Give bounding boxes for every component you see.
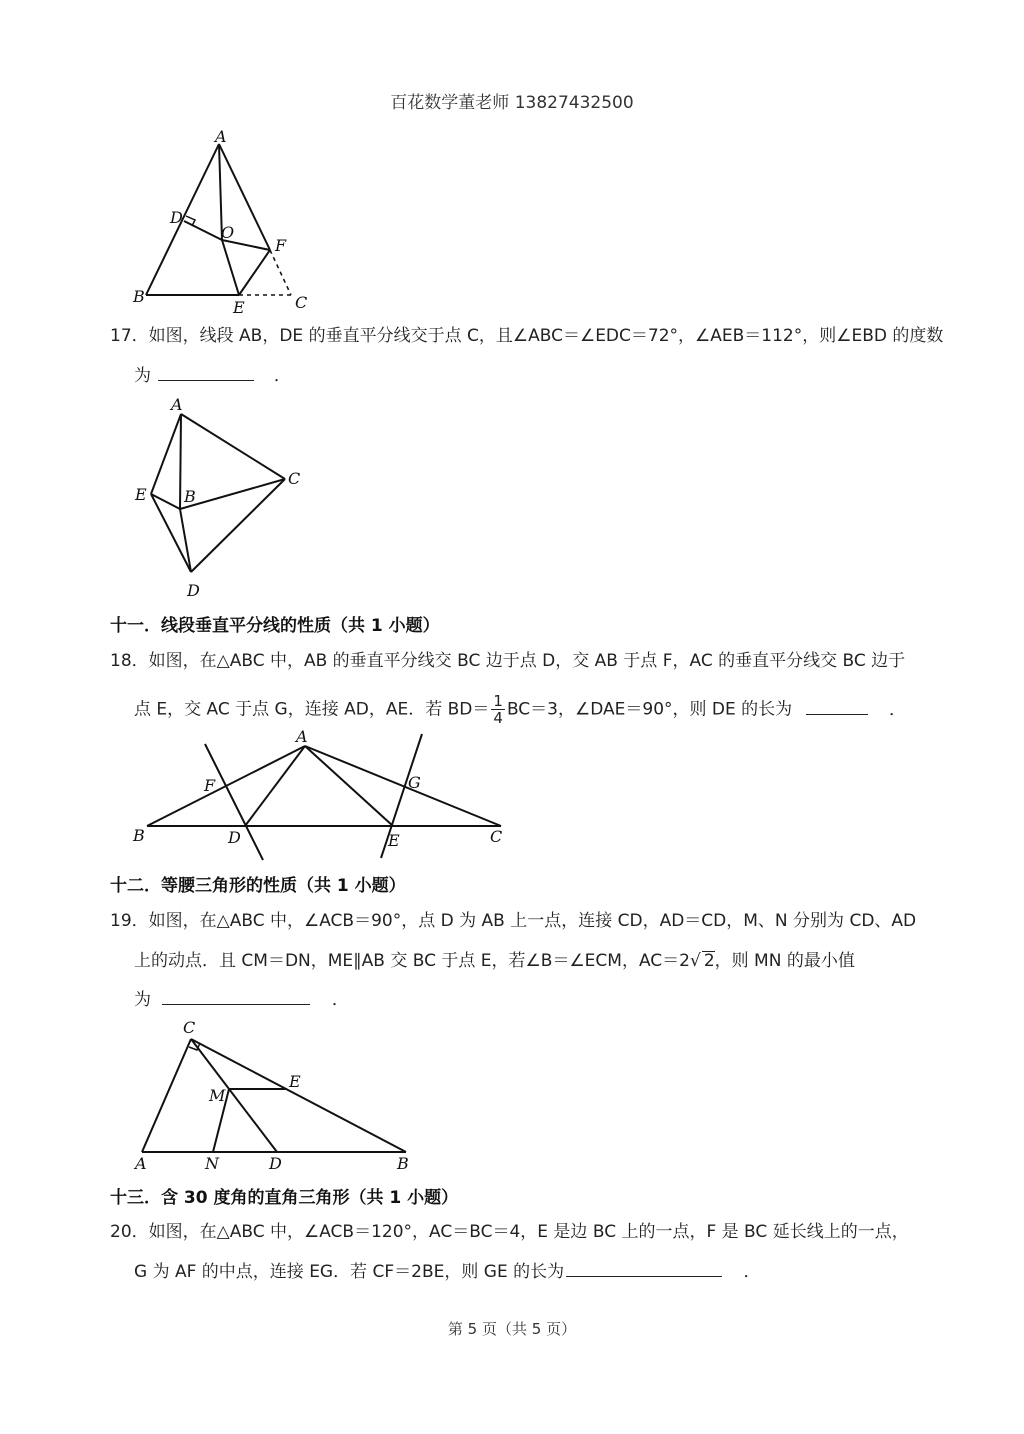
page-header: 百花数学董老师 13827432500 <box>390 93 634 113</box>
label-b: B <box>184 487 196 506</box>
segment-ef <box>239 250 270 295</box>
question-17-line2 <box>134 366 291 386</box>
label-n: N <box>205 1154 219 1173</box>
segment-ac <box>305 746 501 826</box>
label-e: E <box>233 298 245 317</box>
question-20-text-line2: G 为 AF 的中点，连接 EG．若 CF＝2BE，则 GE 的长为 <box>134 1262 565 1282</box>
label-f: F <box>204 776 216 795</box>
segment-ac <box>142 1039 191 1152</box>
label-e: E <box>289 1072 301 1091</box>
question-18-end: ． <box>888 699 906 720</box>
question-19-line2 <box>134 951 855 971</box>
figure-18 <box>125 730 515 865</box>
answer-blank-20[interactable] <box>566 1262 722 1277</box>
label-o: O <box>221 223 235 242</box>
question-19-lead: 为 <box>134 990 151 1010</box>
question-20 <box>110 1222 909 1242</box>
question-20-number: 20． <box>110 1222 149 1242</box>
segment-cd <box>191 1039 277 1152</box>
question-19 <box>110 911 916 931</box>
question-17-lead: 为 <box>134 366 151 386</box>
fraction-numerator: 1 <box>493 692 503 710</box>
answer-blank-17[interactable] <box>158 366 254 381</box>
figure-17 <box>125 392 315 602</box>
segment-ae <box>151 414 181 494</box>
figure-16 <box>125 130 325 320</box>
question-19-text: 如图，在△ABC 中，∠ACB＝90°，点 D 为 AB 上一点，连接 CD，AD＝CD，M、N 分别为 CD、AD <box>148 911 917 931</box>
segment-ae <box>305 746 393 826</box>
label-b: B <box>133 287 145 306</box>
label-a: A <box>171 395 183 414</box>
figure-19 <box>125 1015 425 1177</box>
segment-ad <box>245 746 305 826</box>
question-17-text: 如图，线段 AB，DE 的垂直平分线交于点 C，且∠ABC＝∠EDC＝72°，∠AEB＝112°，则∠EBD 的度数 <box>148 326 944 346</box>
label-a: A <box>296 730 308 746</box>
question-20-line2 <box>134 1262 761 1282</box>
question-18-text-b: BC＝3，∠DAE＝90°，则 DE 的长为 <box>506 699 793 720</box>
label-a: A <box>215 130 227 146</box>
question-17-number: 17． <box>110 326 149 346</box>
label-d: D <box>187 581 200 600</box>
label-b: B <box>397 1154 409 1173</box>
label-g: G <box>408 773 421 792</box>
label-e: E <box>135 485 147 504</box>
dashed-fc <box>270 250 291 295</box>
section-13-heading: 十三．含 30 度角的直角三角形（共 1 小题） <box>110 1188 459 1208</box>
question-19-text-a: 上的动点．且 CM＝DN，ME∥AB 交 BC 于点 E，若∠B＝∠ECM，AC＝2 <box>134 951 690 971</box>
question-19-end: ． <box>331 990 349 1010</box>
question-18 <box>110 651 905 671</box>
question-18-line2 <box>134 693 906 726</box>
section-11-heading: 十一．线段垂直平分线的性质（共 1 小题） <box>110 616 440 636</box>
page-footer: 第 5 页（共 5 页） <box>447 1320 577 1338</box>
question-18-text: 如图，在△ABC 中，AB 的垂直平分线交 BC 边于点 D，交 AB 于点 F，AC 的垂直平分线交 BC 边于 <box>148 651 906 671</box>
label-b: B <box>133 826 145 845</box>
question-19-number: 19． <box>110 911 149 931</box>
question-19-line3 <box>134 990 349 1010</box>
label-d: D <box>228 828 241 847</box>
question-18-number: 18． <box>110 651 149 671</box>
label-e: E <box>388 831 400 850</box>
label-c: C <box>295 293 308 312</box>
segment-ab <box>180 414 181 509</box>
answer-blank-19[interactable] <box>162 990 310 1005</box>
sqrt-sign: √ <box>689 951 701 971</box>
question-18-text-a: 点 E，交 AC 于点 G，连接 AD，AE．若 BD＝ <box>134 699 490 720</box>
label-c: C <box>490 827 503 846</box>
question-19-text-b: ，则 MN 的最小值 <box>714 951 855 971</box>
label-a: A <box>135 1154 147 1173</box>
question-20-text: 如图，在△ABC 中，∠ACB＝120°，AC＝BC＝4，E 是边 BC 上的一点，F 是 BC 延长线上的一点， <box>148 1222 909 1242</box>
label-d: D <box>170 208 183 227</box>
answer-blank-18[interactable] <box>806 700 868 715</box>
label-f: F <box>275 236 287 255</box>
question-17-end: ． <box>273 366 291 386</box>
question-17 <box>110 326 943 346</box>
label-c: C <box>288 469 301 488</box>
segment-ac <box>181 414 285 479</box>
segment-do <box>184 221 222 240</box>
label-c: C <box>183 1018 196 1037</box>
question-20-end: ． <box>743 1262 761 1282</box>
fraction-one-quarter <box>491 693 505 726</box>
sqrt-radicand: 2 <box>703 951 715 971</box>
label-d: D <box>269 1154 282 1173</box>
label-m: M <box>209 1086 226 1105</box>
section-12-heading: 十二．等腰三角形的性质（共 1 小题） <box>110 876 406 896</box>
fraction-denominator: 4 <box>493 709 503 727</box>
segment-oe <box>222 240 239 295</box>
